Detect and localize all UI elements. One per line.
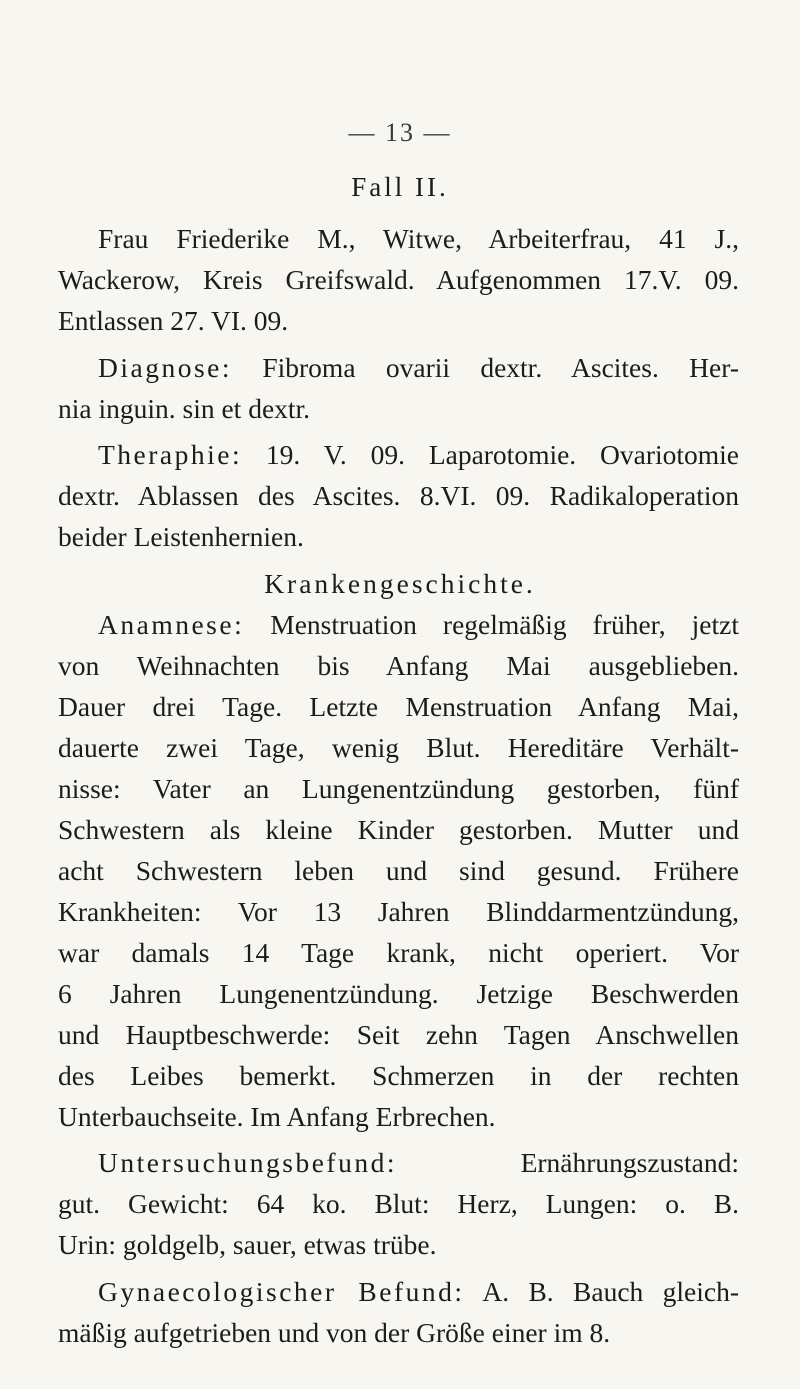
- patient-line-2: Wackerow, Kreis Greifswald. Aufgenommen 17.V. 09.: [58, 264, 739, 295]
- untersuchung-label: Untersuchungsbefund:: [98, 1147, 397, 1178]
- diagnose-text: Fibroma ovarii dextr. Ascites. Her-: [232, 352, 739, 383]
- diagnose-label: Diagnose:: [98, 352, 233, 383]
- untersuchung-line-1: [98, 1144, 739, 1182]
- krankengeschichte-heading: Krankengeschichte.: [264, 568, 536, 599]
- anamnese-line: war damals 14 Tage krank, nicht operiert. Vor: [58, 937, 739, 968]
- diagnose-line-2: nia inguin. sin et dextr.: [58, 393, 311, 424]
- diagnose-line-1: [98, 349, 739, 387]
- gynaecologisch-label: Gynaecologischer Befund:: [98, 1276, 465, 1307]
- therapie-label: Theraphie:: [98, 439, 243, 470]
- case-title: Fall II.: [351, 172, 449, 202]
- anamnese-line: dauerte zwei Tage, wenig Blut. Hereditäre Verhält-: [58, 732, 739, 763]
- anamnese-line: Krankheiten: Vor 13 Jahren Blinddarmentzündung,: [58, 896, 739, 927]
- anamnese-line: 6 Jahren Lungenentzündung. Jetzige Beschwerden: [58, 978, 739, 1009]
- anamnese-line: Dauer drei Tage. Letzte Menstruation Anfang Mai,: [58, 691, 739, 722]
- anamnese-line: Unterbauchseite. Im Anfang Erbrechen.: [58, 1101, 496, 1132]
- anamnese-text: Menstruation regelmäßig früher, jetzt: [244, 609, 739, 640]
- therapie-line-1: [98, 436, 739, 474]
- gynaecologisch-text: A. B. Bauch gleich-: [464, 1276, 739, 1307]
- anamnese-line: acht Schwestern leben und sind gesund. Frühere: [58, 855, 739, 886]
- anamnese-line: von Weihnachten bis Anfang Mai ausgeblieben.: [58, 650, 739, 681]
- anamnese-line-1: [98, 606, 739, 644]
- untersuchung-line-3: Urin: goldgelb, sauer, etwas trübe.: [58, 1229, 437, 1260]
- anamnese-line: des Leibes bemerkt. Schmerzen in der rechten: [58, 1060, 739, 1091]
- untersuchung-line-2: gut. Gewicht: 64 ko. Blut: Herz, Lungen: o. B.: [58, 1188, 739, 1219]
- patient-line-3: Entlassen 27. VI. 09.: [58, 305, 289, 336]
- anamnese-line: und Hauptbeschwerde: Seit zehn Tagen Anschwellen: [58, 1019, 739, 1050]
- anamnese-line: nisse: Vater an Lungenentzündung gestorben, fünf: [58, 773, 739, 804]
- therapie-line-2: dextr. Ablassen des Ascites. 8.VI. 09. Radikaloperation: [58, 480, 739, 511]
- gynaecologisch-line-1: [98, 1273, 739, 1311]
- patient-line-1: Frau Friederike M., Witwe, Arbeiterfrau, 41 J.,: [98, 223, 739, 254]
- untersuchung-text: Ernährungszustand:: [396, 1147, 739, 1178]
- anamnese-label: Anamnese:: [98, 609, 245, 640]
- therapie-text: 19. V. 09. Laparotomie. Ovariotomie: [242, 439, 739, 470]
- anamnese-line: Schwestern als kleine Kinder gestorben. Mutter und: [58, 814, 739, 845]
- page-number: — 13 —: [348, 118, 452, 147]
- therapie-line-3: beider Leistenhernien.: [58, 521, 304, 552]
- gynaecologisch-line-2: mäßig aufgetrieben und von der Größe einer im 8.: [58, 1317, 611, 1348]
